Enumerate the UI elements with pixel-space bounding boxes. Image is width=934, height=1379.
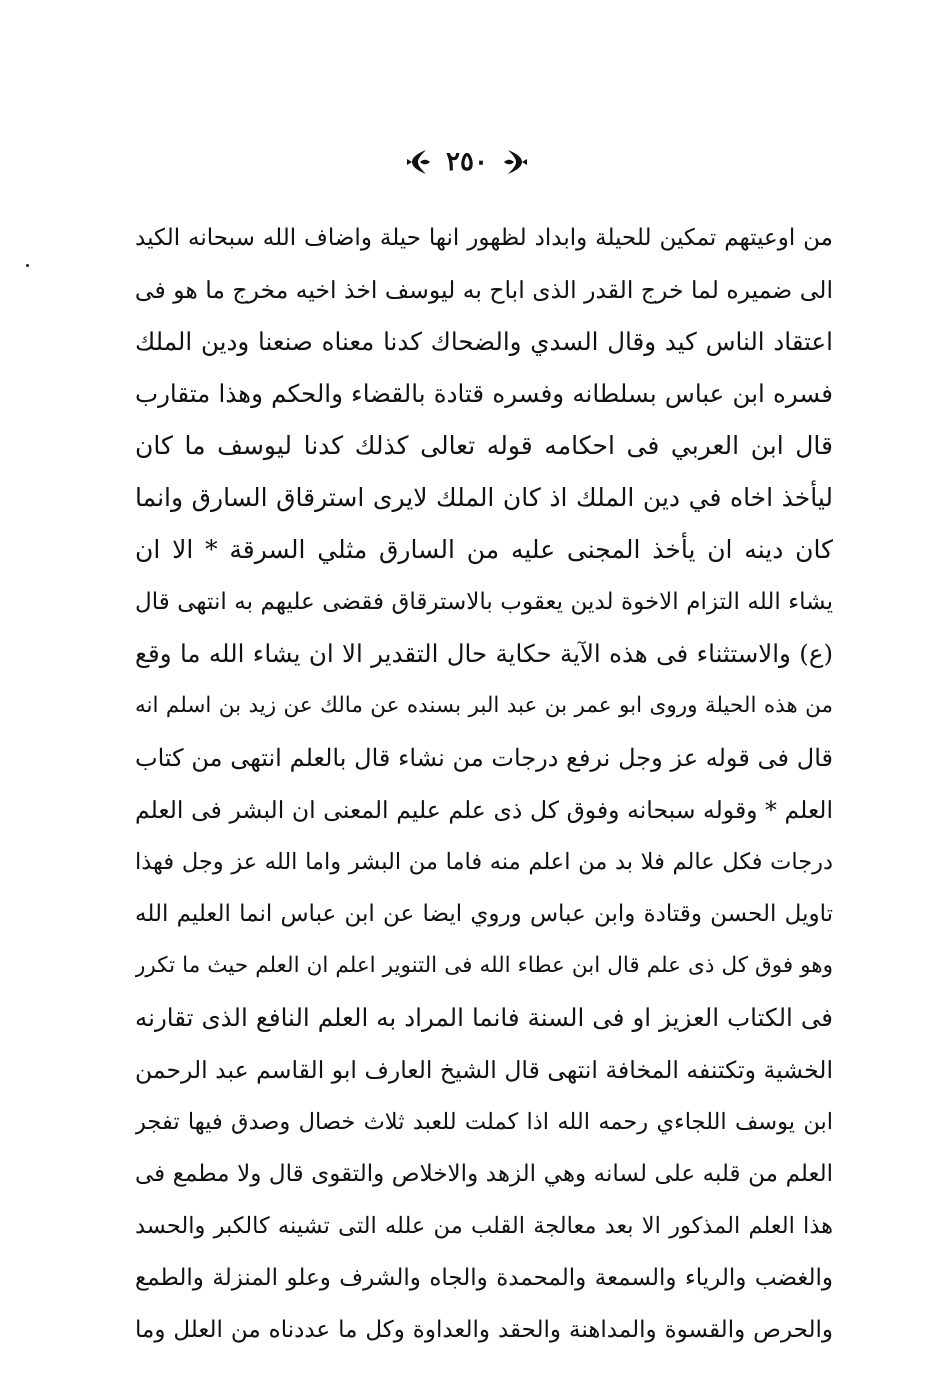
body-text [135, 212, 833, 1356]
text-line-2: الى ضميره لما خرج القدر الذى اباح به ليوسف اخذ اخيه مخرج ما هو فى [135, 276, 833, 304]
page-number: ٢٥٠ [446, 147, 488, 177]
text-line-15: وهو فوق كل ذى علم قال ابن عطاء الله فى التنوير اعلم ان العلم حيث ما تكرر [135, 953, 833, 978]
text-line-13: درجات فكل عالم فلا بد من اعلم منه فاما من البشر واما الله عز وجل فهذا [135, 849, 833, 875]
text-line-5: قال ابن العربي فى احكامه قوله تعالى كذلك كدنا ليوسف ما كان [135, 431, 833, 460]
text-line-17: الخشية وتكتنفه المخافة انتهى قال الشيخ العارف ابو القاسم عبد الرحمن [135, 1056, 833, 1084]
text-line-19: العلم من قلبه على لسانه وهي الزهد والاخلاص والتقوى قال ولا مطمع فى [135, 1161, 833, 1187]
text-line-22: والحرص والقسوة والمداهنة والحقد والعداوة وكل ما عددناه من العلل وما [135, 1317, 833, 1343]
text-line-14: تاويل الحسن وقتادة وابن عباس وروي ايضا عن ابن عباس انما العليم الله [135, 901, 833, 927]
text-line-4: فسره ابن عباس بسلطانه وفسره قتادة بالقضاء والحكم وهذا متقارب [135, 379, 833, 408]
text-line-8: يشاء الله التزام الاخوة لدين يعقوب بالاسترقاق فقضى عليهم به انتهى قال [135, 589, 833, 615]
text-line-21: والغضب والرياء والسمعة والمحمدة والجاه والشرف وعلو المنزلة والطمع [135, 1265, 833, 1291]
text-line-10: من هذه الحيلة وروى ابو عمر بن عبد البر بسنده عن مالك عن زيد بن اسلم انه [135, 693, 833, 718]
right-ornament-icon [502, 147, 528, 177]
text-line-16: فى الكتاب العزيز او فى السنة فانما المراد به العلم النافع الذى تقارنه [135, 1003, 833, 1032]
text-line-18: ابن يوسف اللجاءي رحمه الله اذا كملت للعبد ثلاث خصال وصدق فيها تفجر [135, 1109, 833, 1135]
text-line-9: (ع) والاستثناء فى هذه الآية حكاية حال التقدير الا ان يشاء الله ما وقع [135, 639, 833, 668]
text-line-11: قال فى قوله عز وجل نرفع درجات من نشاء قال بالعلم انتهى من كتاب [135, 744, 833, 772]
text-line-7: كان دينه ان يأخذ المجنى عليه من السارق مثلي السرقة * الا ان [135, 535, 833, 564]
page-header [0, 140, 934, 184]
text-line-6: ليأخذ اخاه في دين الملك اذ كان الملك لايرى استرقاق السارق وانما [135, 483, 833, 512]
text-line-1: من اوعيتهم تمكين للحيلة وابداد لظهور انها حيلة واضاف الله سبحانه الكيد [135, 225, 833, 251]
text-line-20: هذا العلم المذكور الا بعد معالجة القلب من علله التى تشينه كالكبر والحسد [135, 1213, 833, 1239]
left-ornament-icon [406, 147, 432, 177]
text-line-12: العلم * وقوله سبحانه وفوق كل ذى علم عليم المعنى ان البشر فى العلم [135, 796, 833, 824]
scan-speck [26, 264, 29, 267]
text-line-3: اعتقاد الناس كيد وقال السدي والضحاك كدنا معناه صنعنا ودين الملك [135, 327, 833, 356]
